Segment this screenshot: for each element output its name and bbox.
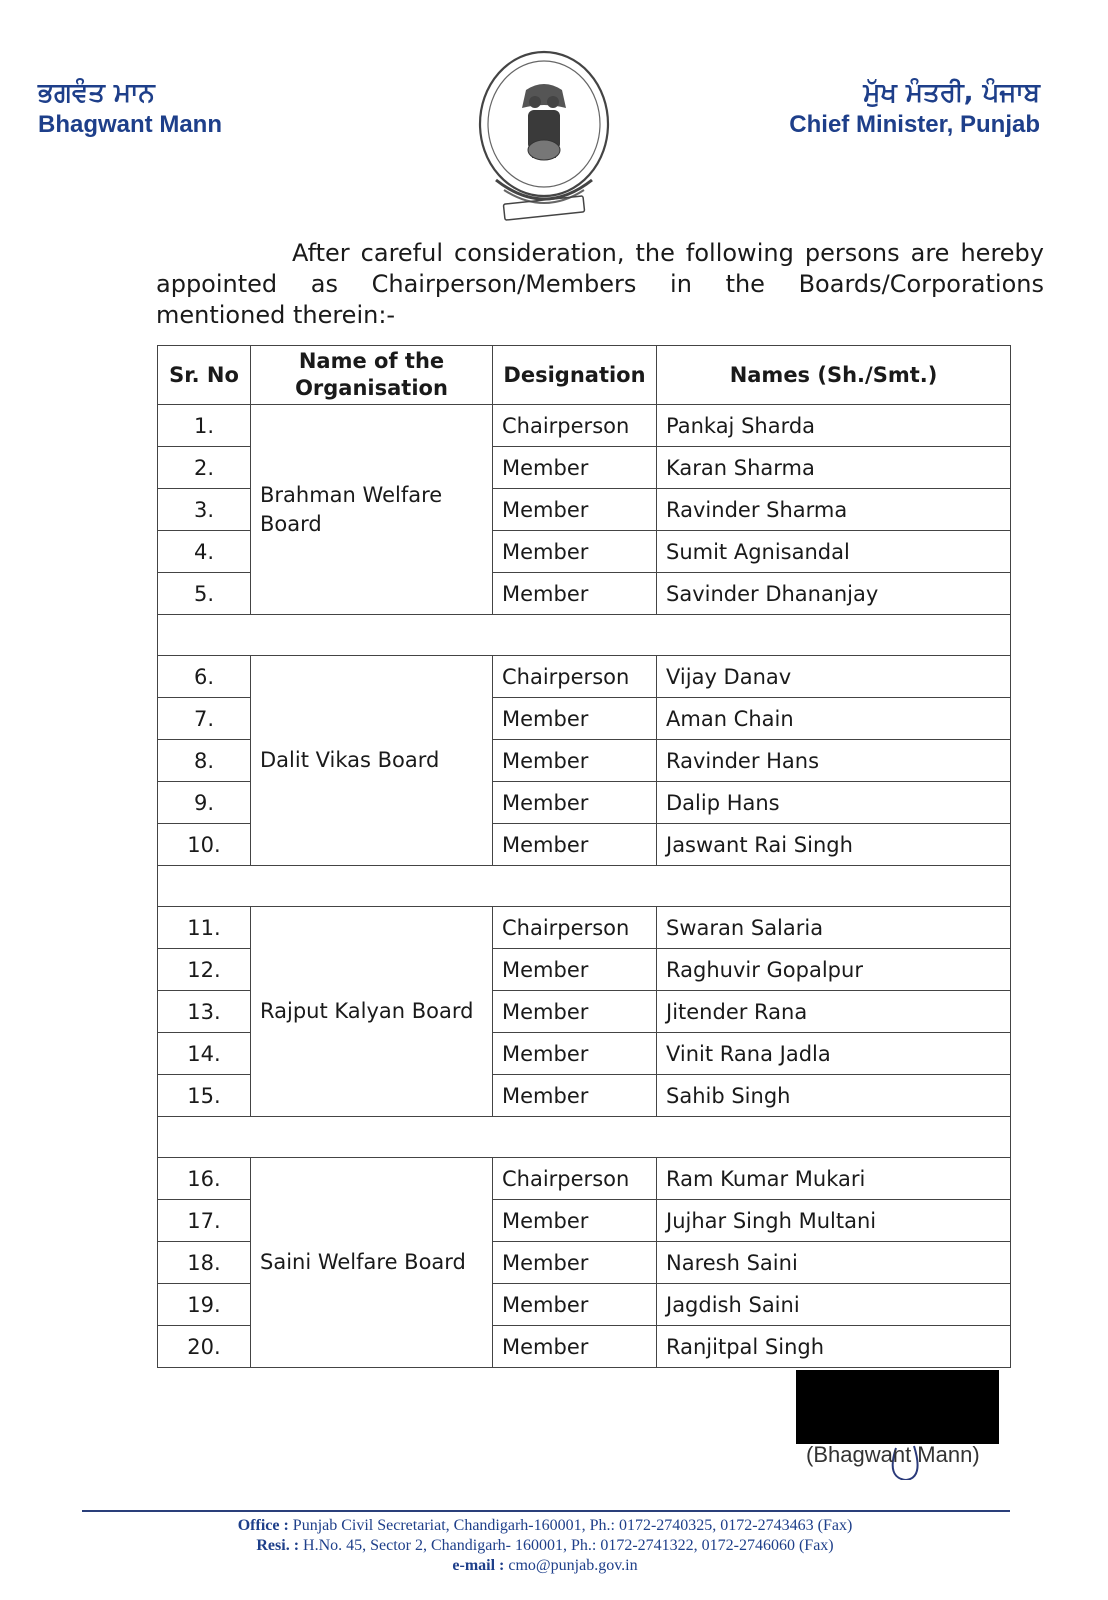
sr-cell: 1. [158, 405, 251, 447]
letterhead-title-block [789, 78, 1040, 142]
sr-cell: 13. [158, 991, 251, 1033]
sr-cell: 2. [158, 447, 251, 489]
header-sr-no: Sr. No [158, 346, 251, 405]
table-row [158, 907, 1011, 949]
table-row [158, 1158, 1011, 1200]
name-cell: Jujhar Singh Multani [657, 1200, 1011, 1242]
footer-office-line [0, 1516, 1090, 1536]
title-english: Chief Minister, Punjab [789, 111, 1040, 138]
name-cell: Swaran Salaria [657, 907, 1011, 949]
name-cell: Aman Chain [657, 698, 1011, 740]
designation-cell: Member [493, 740, 657, 782]
header-designation: Designation [493, 346, 657, 405]
name-cell: Sumit Agnisandal [657, 531, 1011, 573]
sr-cell: 8. [158, 740, 251, 782]
name-cell: Ravinder Sharma [657, 489, 1011, 531]
sr-cell: 9. [158, 782, 251, 824]
header-organisation: Name of the Organisation [251, 346, 493, 405]
sr-cell: 17. [158, 1200, 251, 1242]
org-cell: Dalit Vikas Board [251, 656, 493, 866]
name-cell: Savinder Dhananjay [657, 573, 1011, 615]
sr-cell: 18. [158, 1242, 251, 1284]
name-cell: Vinit Rana Jadla [657, 1033, 1011, 1075]
name-punjabi: ਭਗਵੰਤ ਮਾਨ [38, 78, 155, 108]
name-cell: Dalip Hans [657, 782, 1011, 824]
appointments-table [157, 345, 1011, 1368]
org-cell: Saini Welfare Board [251, 1158, 493, 1368]
designation-cell: Chairperson [493, 1158, 657, 1200]
state-emblem-seal [474, 50, 614, 228]
table-header-row [158, 346, 1011, 405]
name-cell: Naresh Saini [657, 1242, 1011, 1284]
footer-email-line [0, 1556, 1090, 1576]
sr-cell: 4. [158, 531, 251, 573]
org-cell: Brahman Welfare Board [251, 405, 493, 615]
sr-cell: 11. [158, 907, 251, 949]
name-cell: Karan Sharma [657, 447, 1011, 489]
footer-resi-line [0, 1536, 1090, 1556]
sr-cell: 15. [158, 1075, 251, 1117]
designation-cell: Member [493, 531, 657, 573]
name-cell: Ram Kumar Mukari [657, 1158, 1011, 1200]
designation-cell: Member [493, 1326, 657, 1368]
designation-cell: Member [493, 698, 657, 740]
designation-cell: Chairperson [493, 656, 657, 698]
designation-cell: Member [493, 573, 657, 615]
designation-cell: Member [493, 949, 657, 991]
office-label: Office : [237, 1517, 289, 1534]
designation-cell: Member [493, 447, 657, 489]
signatory-name: (Bhagwant Mann) [806, 1442, 980, 1467]
designation-cell: Member [493, 782, 657, 824]
designation-cell: Member [493, 1284, 657, 1326]
table-spacer-row [158, 1117, 1011, 1158]
table-spacer-row [158, 866, 1011, 907]
resi-label: Resi. : [256, 1537, 300, 1554]
name-cell: Ranjitpal Singh [657, 1326, 1011, 1368]
name-cell: Jaswant Rai Singh [657, 824, 1011, 866]
signature-block [796, 1370, 1006, 1480]
header-names: Names (Sh./Smt.) [657, 346, 1011, 405]
sr-cell: 14. [158, 1033, 251, 1075]
email-label: e-mail : [452, 1557, 505, 1574]
sr-cell: 7. [158, 698, 251, 740]
intro-paragraph [156, 238, 1044, 331]
name-cell: Jitender Rana [657, 991, 1011, 1033]
org-cell: Rajput Kalyan Board [251, 907, 493, 1117]
letterhead-name-block [38, 78, 222, 142]
designation-cell: Chairperson [493, 405, 657, 447]
intro-text: After careful consideration, the following persons are hereby appointed as Chairperson/Members in the Boards/Corporations mentioned therein:- [156, 239, 1044, 329]
name-cell: Pankaj Sharda [657, 405, 1011, 447]
designation-cell: Member [493, 824, 657, 866]
table-row [158, 656, 1011, 698]
designation-cell: Member [493, 1242, 657, 1284]
name-english: Bhagwant Mann [38, 111, 222, 138]
office-text: Punjab Civil Secretariat, Chandigarh-160001, Ph.: 0172-2740325, 0172-2743463 (Fax) [292, 1517, 853, 1534]
table-spacer-row [158, 615, 1011, 656]
designation-cell: Chairperson [493, 907, 657, 949]
name-cell: Raghuvir Gopalpur [657, 949, 1011, 991]
email-text: cmo@punjab.gov.in [508, 1557, 638, 1574]
sr-cell: 19. [158, 1284, 251, 1326]
designation-cell: Member [493, 1075, 657, 1117]
resi-text: H.No. 45, Sector 2, Chandigarh- 160001, Ph.: 0172-2741322, 0172-2746060 (Fax) [303, 1537, 834, 1554]
footer-address [0, 1516, 1090, 1576]
designation-cell: Member [493, 1033, 657, 1075]
redaction-bar [796, 1370, 999, 1444]
name-cell: Sahib Singh [657, 1075, 1011, 1117]
title-punjabi: ਮੁੱਖ ਮੰਤਰੀ, ਪੰਜਾਬ [863, 78, 1040, 108]
designation-cell: Member [493, 1200, 657, 1242]
table-row [158, 405, 1011, 447]
sr-cell: 5. [158, 573, 251, 615]
emblem-icon [474, 50, 614, 228]
designation-cell: Member [493, 991, 657, 1033]
sr-cell: 3. [158, 489, 251, 531]
sr-cell: 6. [158, 656, 251, 698]
sr-cell: 10. [158, 824, 251, 866]
sr-cell: 16. [158, 1158, 251, 1200]
sr-cell: 20. [158, 1326, 251, 1368]
designation-cell: Member [493, 489, 657, 531]
name-cell: Jagdish Saini [657, 1284, 1011, 1326]
name-cell: Ravinder Hans [657, 740, 1011, 782]
sr-cell: 12. [158, 949, 251, 991]
name-cell: Vijay Danav [657, 656, 1011, 698]
footer-divider [82, 1510, 1010, 1512]
